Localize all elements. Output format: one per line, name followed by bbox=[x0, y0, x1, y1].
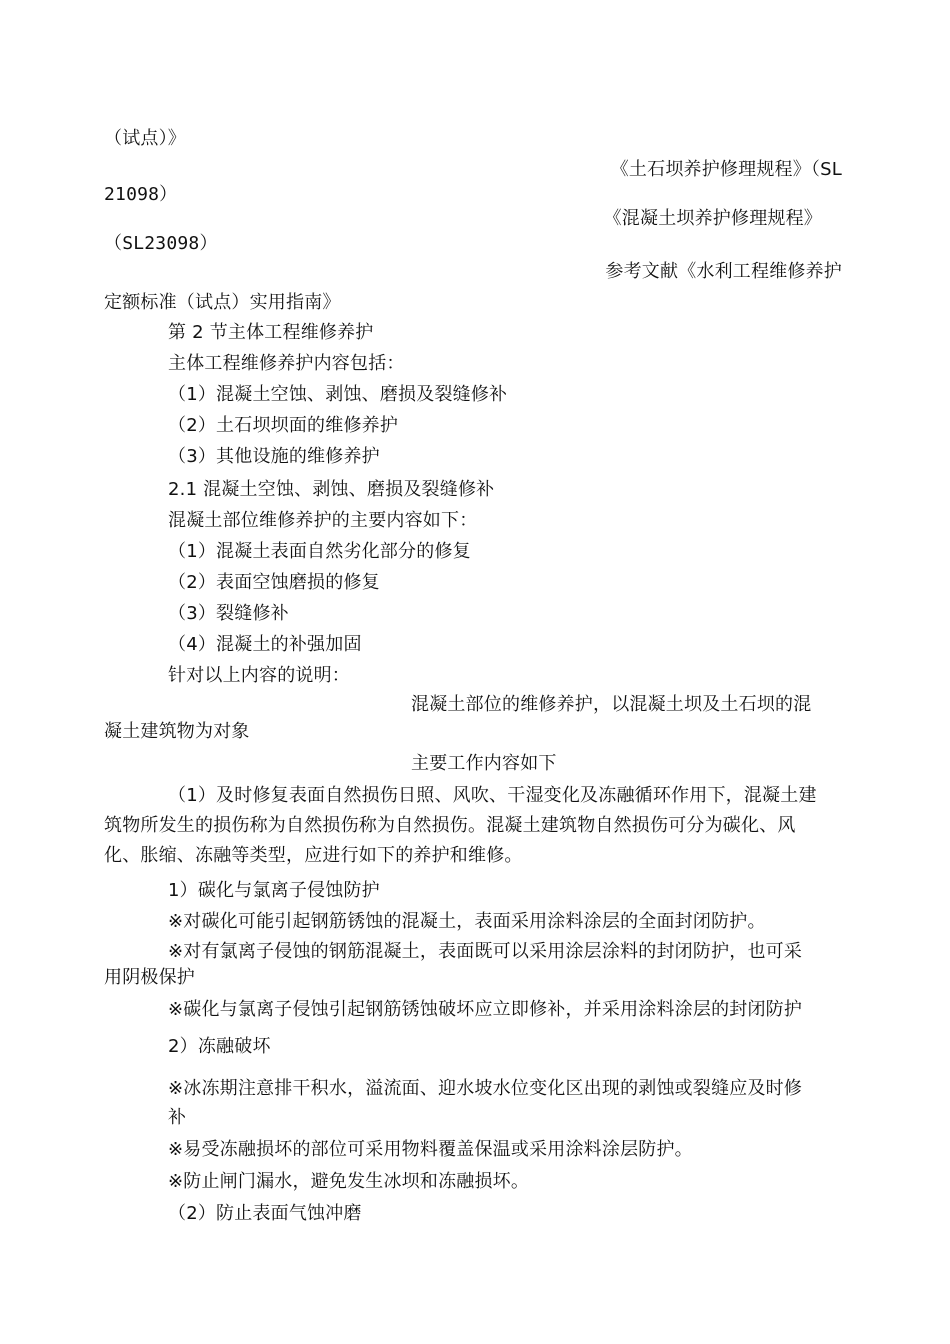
text-line: 《土石坝养护修理规程》（SL bbox=[610, 159, 842, 180]
bullet-line: ※冰冻期注意排干积水，溢流面、迎水坡水位变化区出现的剥蚀或裂缝应及时修 bbox=[168, 1078, 803, 1099]
subsection-heading: 2.1 混凝土空蚀、剥蚀、磨损及裂缝修补 bbox=[168, 479, 495, 500]
bullet-line: 补 bbox=[168, 1107, 187, 1128]
bullet-line: ※对碳化可能引起钢筋锈蚀的混凝土，表面采用涂料涂层的全面封闭防护。 bbox=[168, 911, 766, 932]
bullet-line: 用阴极保护 bbox=[104, 967, 195, 988]
paragraph-line: 化、胀缩、冻融等类型，应进行如下的养护和维修。 bbox=[104, 845, 523, 866]
list-item: （1）混凝土空蚀、剥蚀、磨损及裂缝修补 bbox=[168, 384, 508, 405]
list-item: （2）表面空蚀磨损的修复 bbox=[168, 572, 380, 593]
text-line: 针对以上内容的说明： bbox=[168, 665, 350, 686]
list-item: （2）土石坝坝面的维修养护 bbox=[168, 415, 399, 436]
text-line: 混凝土部位维修养护的主要内容如下： bbox=[168, 510, 478, 531]
bullet-line: ※防止闸门漏水，避免发生冰坝和冻融损坏。 bbox=[168, 1171, 530, 1192]
subsection-heading: 1）碳化与氯离子侵蚀防护 bbox=[168, 880, 380, 901]
subsection-heading: （2）防止表面气蚀冲磨 bbox=[168, 1203, 362, 1224]
text-line: （试点）》 bbox=[104, 128, 186, 149]
paragraph-line: （1）及时修复表面自然损伤日照、风吹、干湿变化及冻融循环作用下，混凝土建 bbox=[168, 785, 817, 806]
text-line: 定额标准（试点）实用指南》 bbox=[104, 292, 341, 313]
bullet-line: ※易受冻融损坏的部位可采用物料覆盖保温或采用涂料涂层防护。 bbox=[168, 1139, 693, 1160]
text-line: 《混凝土坝养护修理规程》 bbox=[603, 208, 822, 229]
list-item: （4）混凝土的补强加固 bbox=[168, 634, 362, 655]
text-line: （SL23098） bbox=[104, 233, 218, 254]
text-line: 主要工作内容如下 bbox=[411, 753, 557, 774]
text-line: 凝土建筑物为对象 bbox=[104, 721, 250, 742]
section-heading: 第 2 节主体工程维修养护 bbox=[168, 322, 374, 343]
list-item: （3）裂缝修补 bbox=[168, 603, 289, 624]
text-line: 21098） bbox=[104, 184, 178, 205]
text-line: 混凝土部位的维修养护，以混凝土坝及土石坝的混 bbox=[411, 694, 812, 715]
list-item: （3）其他设施的维修养护 bbox=[168, 446, 380, 467]
bullet-line: ※碳化与氯离子侵蚀引起钢筋锈蚀破坏应立即修补，并采用涂料涂层的封闭防护 bbox=[168, 999, 803, 1020]
text-line: 主体工程维修养护内容包括： bbox=[168, 353, 405, 374]
text-line: 参考文献《水利工程维修养护 bbox=[605, 261, 842, 282]
list-item: （1）混凝土表面自然劣化部分的修复 bbox=[168, 541, 471, 562]
subsection-heading: 2）冻融破坏 bbox=[168, 1036, 271, 1057]
bullet-line: ※对有氯离子侵蚀的钢筋混凝土，表面既可以采用涂层涂料的封闭防护，也可采 bbox=[168, 941, 803, 962]
paragraph-line: 筑物所发生的损伤称为自然损伤称为自然损伤。混凝土建筑物自然损伤可分为碳化、风 bbox=[104, 815, 796, 836]
